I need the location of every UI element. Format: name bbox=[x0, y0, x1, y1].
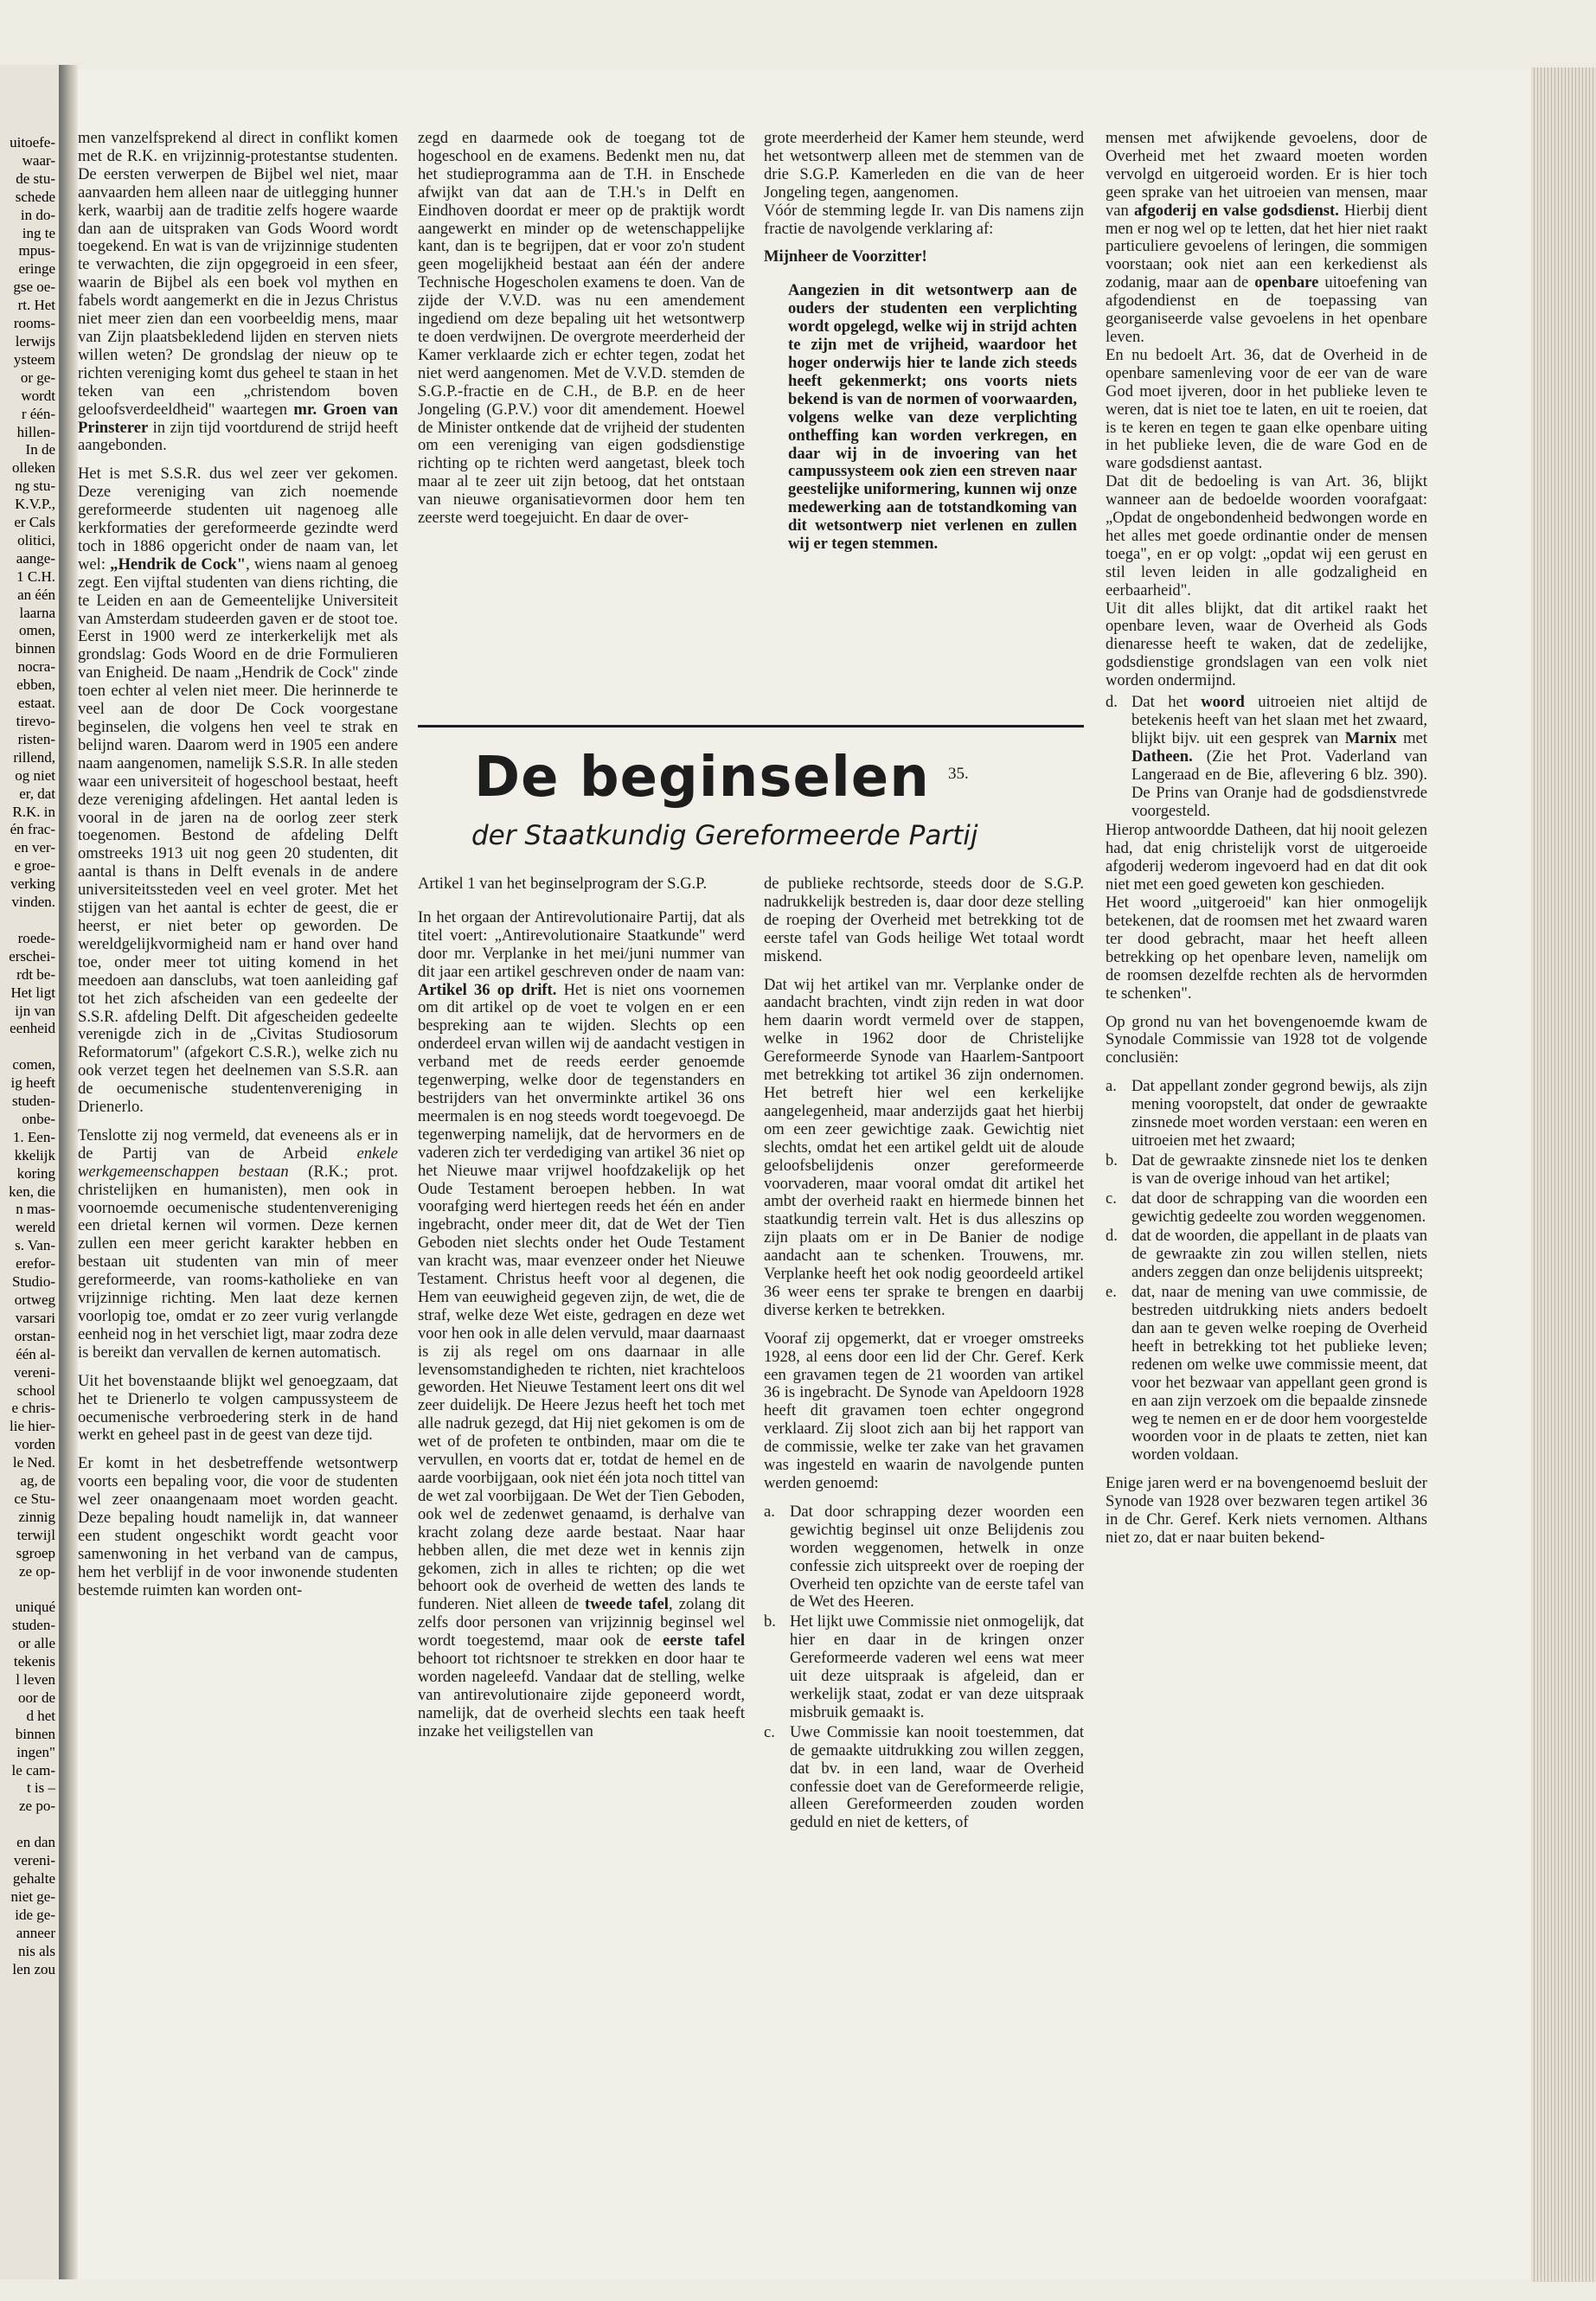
prev-page-line: le Ned. bbox=[12, 1454, 55, 1471]
column-4 bbox=[1106, 130, 1427, 1558]
paragraph: Dat dit de bedoeling is van Art. 36, blijkt wanneer aan de bedoelde woorden voorafgaat: „Opdat de ongebondenheid bedwongen worde en het alles met goede ordinantie onder de mensen toega", en er op volgt: „opdat wij een gerust en stil leven leiden in alle godzaligheid en eerbaarheid". bbox=[1106, 472, 1427, 599]
text: uitroeien niet altijd de betekenis heeft van het slaan met het zwaard, blijkt bijv. uit een gesprek van bbox=[1131, 693, 1427, 747]
prev-page-line: vereni- bbox=[13, 1852, 55, 1869]
list-item bbox=[1106, 694, 1427, 820]
prev-page-line: gse oe- bbox=[13, 279, 55, 296]
list-text: dat, naar de mening van uwe commissie, de bestreden uitdrukking niets anders bedoelt dan aan te geven welke roeping de Overheid heeft in betrekking tot het publieke leven; redenen om welke uwe commissie meent, dat voor het bezwaar van appellant geen grond is en aan zijn verzoek om die bepaalde zinsnede weg te nemen en er de door hem voorgestelde woorden voor in de plaats te zetten, niet kan worden voldaan. bbox=[1131, 1283, 1427, 1465]
prev-page-line: or ge- bbox=[20, 369, 55, 386]
text: Tenslotte zij nog vermeld, dat eveneens als er in de Partij van de Arbeid bbox=[78, 1125, 398, 1163]
prev-page-line: s. Van- bbox=[15, 1237, 55, 1254]
prev-page-line: varsari bbox=[15, 1309, 55, 1326]
section-rule bbox=[418, 725, 1084, 727]
bold-text: Datheen. bbox=[1131, 747, 1193, 766]
prev-page-line: ce Stu- bbox=[14, 1490, 55, 1507]
prev-page-line: e groe- bbox=[14, 857, 55, 875]
prev-page-line: ng stu- bbox=[15, 478, 55, 495]
bold-text: afgoderij en valse godsdienst. bbox=[1134, 201, 1339, 220]
prev-page-line: vereni- bbox=[13, 1363, 55, 1381]
text: uitoefening van afgodendienst en de toepassing van georganiseerde valse gevoelens in het openbare leven. bbox=[1106, 273, 1427, 346]
prev-page-line: ijn van bbox=[15, 1002, 55, 1019]
column-3-top bbox=[764, 130, 1084, 564]
bold-text: Artikel 36 op drift. bbox=[418, 980, 557, 999]
prev-page-line: ysteem bbox=[13, 350, 55, 368]
prev-page-line bbox=[0, 1816, 59, 1834]
prev-page-line: sgroep bbox=[16, 1544, 55, 1561]
page-number: 35. bbox=[948, 765, 969, 783]
prev-page-line: olleken bbox=[11, 459, 55, 477]
prev-page-line: ig heeft bbox=[10, 1074, 55, 1092]
commission-points-list bbox=[764, 1503, 1084, 1832]
prev-page-line: rdt be- bbox=[16, 965, 55, 983]
list-text: dat door de schrapping van die woorden een gewichtig gedeelte zou worden weggenomen. bbox=[1131, 1189, 1427, 1226]
prev-page-line bbox=[0, 912, 59, 930]
prev-page-line: en ver- bbox=[14, 839, 55, 856]
prev-page-line: ortweg bbox=[14, 1292, 55, 1308]
paragraph: Uit het bovenstaande blijkt wel genoegzaam, dat het te Drienerlo te volgen campussysteem de oecumenische verbroedering sterk in de hand werkt en geheel past in de geest van deze tijd. bbox=[78, 1371, 398, 1445]
prev-page-line: In de bbox=[25, 441, 55, 458]
prev-page-line: niet ge- bbox=[10, 1888, 55, 1905]
paragraph: Vóór de stemming legde Ir. van Dis namens zijn fractie de navolgende verklaring af: bbox=[764, 201, 1084, 238]
list-text: Uwe Commissie kan nooit toestemmen, dat de gemaakte uitdrukking zou willen zeggen, dat bv. in een land, waar de Overheid confessie doet van de Gereformeerde religie, alleen Gereformeerden zouden worden geduld en niet de ketters, of bbox=[790, 1722, 1084, 1832]
prev-page-line: erefor- bbox=[16, 1255, 55, 1272]
prev-page-line: le cam- bbox=[11, 1761, 55, 1779]
list-text: dat de woorden, die appellant in de plaats van de gewraakte zin zou willen stellen, niets anders zeggen dan onze belijdenis uitspreekt; bbox=[1131, 1227, 1427, 1282]
list-item bbox=[1106, 1078, 1427, 1150]
column-1 bbox=[78, 130, 398, 1611]
paragraph: Het woord „uitgeroeid" kan hier onmogelijk betekenen, dat de roomsen met het zwaard waren ter dood gebracht, maar het heeft alleen betrekking op het openbare leven, namelijk om de roomsen dezelfde rechten als de hervormden te schenken". bbox=[1106, 894, 1427, 1003]
salutation: Mijnheer de Voorzitter! bbox=[764, 247, 927, 266]
prev-page-line: aange- bbox=[16, 549, 55, 567]
list-label: b. bbox=[764, 1612, 776, 1631]
prev-page-line: og niet bbox=[15, 766, 55, 784]
prev-page-line: olitici, bbox=[17, 531, 55, 548]
prev-page-line: ken, die bbox=[9, 1183, 55, 1200]
prev-page-line: schede bbox=[15, 188, 55, 205]
italic-text: enkele werkgemeenschappen bestaan bbox=[78, 1144, 398, 1181]
prev-page-line: studen- bbox=[11, 1093, 55, 1110]
prev-page-line: omen, bbox=[18, 622, 55, 639]
text: Hierbij dient men er nog wel op te letten, dat het hier niet raakt particuliere gevoelens of leringen, die sommigen voorstaan; ook niet aan een kerkedienst als zodanig, maar aan de bbox=[1106, 201, 1427, 292]
prev-page-line: er Cals bbox=[14, 514, 55, 531]
prev-page-line: len zou bbox=[12, 1960, 55, 1977]
list-item bbox=[1106, 1190, 1427, 1227]
list-item bbox=[1106, 1152, 1427, 1189]
text: Het is met S.S.R. dus wel zeer ver gekomen. Deze vereniging van zich noemende gereformeerde studenten uit nagenoeg alle kerkformaties der gereformeerde gezindte werd toch in 1886 opgericht onder de naam van, let wel: bbox=[78, 465, 398, 574]
prev-page-line: waar- bbox=[22, 151, 55, 169]
prev-page-line: één al- bbox=[16, 1345, 55, 1362]
bold-text: woord bbox=[1201, 693, 1245, 712]
prev-page-line: 1. Een- bbox=[12, 1128, 55, 1145]
article-intro: Artikel 1 van het beginselprogram der S.G.P. bbox=[418, 875, 708, 893]
list-item bbox=[1106, 1227, 1427, 1282]
prev-page-line: studen- bbox=[11, 1617, 55, 1634]
paragraph: Vooraf zij opgemerkt, dat er vroeger omstreeks 1928, al eens door een lid der Chr. Geref. Kerk een gravamen tegen de 21 woorden van artikel 36 is ingebracht. De Synode van Apeldoorn 1928 heeft dit gravamen toen echter ongegrond verklaard. Zij sloot zich aan bij het rapport van de commissie, welke ter zake van het gravamen was ingesteld en waarin de navolgende punten werden genoemd: bbox=[764, 1329, 1084, 1492]
prev-page-line: binnen bbox=[15, 640, 55, 657]
prev-page-line: wereld bbox=[15, 1219, 55, 1236]
prev-page-line: risten- bbox=[17, 730, 55, 747]
prev-page-line: verking bbox=[10, 875, 55, 893]
prev-page-line: wordt bbox=[21, 387, 55, 404]
text: , wiens naam al genoeg zegt. Een vijftal studenten van diens richting, die te Leiden en aan de Gemeentelijke Universiteit van Amsterdam studeerden gaven er de stoot toe. Eerst in 1900 werd ze interkerkelijk met als grondslag: Gods Woord en de drie Formulieren van Enigheid. De naam „Hendrik de Cock" zinde toen echter al velen niet meer. Die herinnerde te veel aan de door De Cock voorgestane beginselen, die volgens hen veel te strak en belijnd waren. Daarom werd in 1905 een andere naam aangenomen, namelijk S.S.R. In alle steden waar een universiteit of hogeschool bestaat, heeft deze vereniging afdelingen. Het aantal leden is vooral in de jaren na de oorlog zeer sterk toegenomen. Bestond de afdeling Delft omstreeks 1913 uit nog geen 20 studenten, dit aantal is thans in Delft evenals in de andere universiteitssteden veel en veel groter. Met het stijgen van het aantal is echter de geest, die er heerst, er niet beter op geworden. De wereldgelijkvormigheid nam er hand over hand toe, onder meer tot uiting komend in het meedoen aan dansclubs, wat toen aanleiding gaf tot het zich afscheiden van een gedeelte der S.S.R. afdeling Delft. Dit afgescheiden gedeelte verenigde zich in de „Civitas Studiosorum Reformatorum" (afgekort C.S.R.), welke zich nu ook verzet tegen het deelnemen van S.S.R. aan de oecumenische studentenvereniging in Drienerlo. bbox=[78, 554, 398, 1117]
prev-page-line: hillen- bbox=[16, 423, 55, 440]
paragraph: grote meerderheid der Kamer hem steunde, werd het wetsontwerp alleen met de stemmen van de drie S.G.P. Kamerleden en die van de heer Jongeling tegen, aangenomen. bbox=[764, 129, 1084, 202]
list-item bbox=[1106, 1284, 1427, 1465]
prev-page-line: K.V.P., bbox=[15, 496, 55, 513]
text: behoort tot richtsnoer te strekken en door haar te worden nageleefd. Vandaar dat de stelling, welke van antirevolutionaire zijde geponeerd wordt, namelijk, dat de overheid slechts een taak heeft inzake het veiligstellen van bbox=[418, 1650, 745, 1740]
list-label: c. bbox=[1106, 1189, 1117, 1208]
paragraph: Dat wij het artikel van mr. Verplanke onder de aandacht brachten, vindt zijn reden in wat door hem daarin wordt vermeld over de stappen, welke in 1962 door de Christelijke Gereformeerde Synode van Haarlem-Santpoort met betrekking tot artikel 36 zijn ondernomen. Het betreft hier wel een kerkelijke aangelegenheid, maar anderzijds gaat het hierbij om een zeer gewichtige zaak. Gewichtig niet slechts, omdat het een artikel geldt uit de aloude geloofsbelijdenis onzer gereformeerde voorvaderen, maar vooral omdat dit artikel het ambt der overheid raakt en hiermede binnen het staatkundig terrein valt. Het is dus alleszins op zijn plaats om er in De Banier de nodige aandacht aan te schenken. Trouwens, mr. Verplanke heeft het ook nodig geoordeeld artikel 36 weer eens ter sprake te brengen en daarbij diverse kerken te betrekken. bbox=[764, 975, 1084, 1319]
prev-page-line: nocra- bbox=[17, 658, 55, 676]
prev-page-line: Studio- bbox=[11, 1273, 55, 1291]
text: men vanzelfsprekend al direct in conflikt komen met de R.K. en vrijzinnig-protestantse studenten. De eersten verwerpen de Bijbel wel niet, maar aanvaarden hem alleen naar de uitlegging hunner kerk, waarbij aan de traditie zelfs hogere waarde dan aan de uitspraken van Gods Woord wordt toegekend. En wat is van de vrijzinnige studenten te verwachten, die zijn opgegroeid in een sfeer, waarin de Bijbel als een boek vol mythen en fabels wordt aangemerkt en die in Jezus Christus niet meer zien dan een voorbeeldig mens, maar van Zijn plaatsbekledend lijden en sterven niets willen weten? De grondslag der nieuw op te richten vereniging komt dus geheel te staan in het teken van een „christendom boven geloofsverdeeldheid" waartegen bbox=[78, 129, 398, 419]
prev-page-line: in do- bbox=[20, 206, 55, 223]
list-item bbox=[764, 1613, 1084, 1721]
list-label: d. bbox=[1106, 1227, 1118, 1246]
prev-page-line: uniqué bbox=[15, 1599, 55, 1616]
paragraph bbox=[78, 465, 398, 1117]
declaration-quote: Aangezien in dit wetsontwerp aan de ouders der studenten een verplichting wordt opgelegd, welke wij in strijd achten te zijn met de vrijheid, waardoor het hoger onderwijs hier te lande zich steeds heeft gekenmerkt; ons voorts niets bekend is van de normen of voorwaarden, volgens welke van deze verplichting ontheffing kan worden verkregen, en daar wij in de invoering van het campussysteem ook zien een streven naar geestelijke uniformering, kunnen wij onze medewerking aan de totstandkoming van dit wetsontwerp niet verlenen en zullen wij er tegen stemmen. bbox=[788, 281, 1077, 554]
article-column-1 bbox=[418, 875, 745, 1752]
prev-page-line: laarna bbox=[19, 604, 55, 621]
paragraph bbox=[78, 130, 398, 455]
paragraph: Hierop antwoordde Datheen, dat hij nooit gelezen had, dat enig christelijk vorst de uitgeroeide afgoderij wederom ingevoerd had en dat dit ook niet met een goed geweten kon geschieden. bbox=[1106, 821, 1427, 894]
prev-page-line: tirevo- bbox=[16, 713, 55, 729]
article-column-2 bbox=[764, 875, 1084, 1843]
prev-page-line bbox=[0, 1038, 59, 1056]
prev-page-line: lerwijs bbox=[15, 332, 55, 349]
prev-page-line: ide ge- bbox=[15, 1906, 55, 1923]
bold-text: openbare bbox=[1254, 273, 1319, 292]
text: mensen met afwijkende gevoelens, door de Overheid met het zwaard moeten worden vervolgd en uitgeroeid worden. Er is hier toch geen sprake van het uitroeien van mensen, maar van bbox=[1106, 129, 1427, 220]
list-text: Dat appellant zonder gegrond bewijs, als zijn mening vooropstelt, dat onder de gewraakte zinsnede moet worden verstaan: een weren en uitroeien met het zwaard; bbox=[1131, 1077, 1427, 1150]
list-label: a. bbox=[1106, 1077, 1117, 1096]
prev-page-line: orstan- bbox=[14, 1327, 55, 1344]
prev-page-line: l leven bbox=[16, 1671, 55, 1689]
list-label: b. bbox=[1106, 1150, 1118, 1170]
article-title: De beginselen bbox=[474, 746, 930, 810]
bold-text: eerste tafel bbox=[662, 1631, 745, 1650]
prev-page-line: gehalte bbox=[12, 1870, 55, 1887]
prev-page-line: estaat. bbox=[18, 695, 55, 712]
paragraph: zegd en daarmede ook de toegang tot de hogeschool en de examens. Bedenkt men nu, dat het studieprogramma aan de T.H. in Enschede afwijkt van dat aan de T.H.'s in Delft en Eindhoven doordat er meer op de praktijk wordt aangewerkt en minder op de wetenschappelijke kant, dan is te begrijpen, dat er voor zo'n student geen mogelijkheid bestaat aan één der andere Technische Hogescholen examens te doen. Van de zijde der V.V.D. was nu een amendement ingediend om deze bepaling uit het wetsontwerp te doen verdwijnen. De overgrote meerderheid der Kamer verklaarde zich er echter tegen, zodat het niet werd aangenomen. Met de V.V.D. stemden de S.G.P.-fractie en de C.H., de B.P. en de heer Jongeling (G.P.V.) voor dit amendement. Hoewel de Minister ontkende dat de vrijheid der studenten om een vereniging van eigen godsdienstige richting op te richten werd aangetast, bleek toch maar al te zeer uit zijn betoog, dat het ontstaan van nieuwe organisatievormen door hem ten zeerste werd toegejuicht. En daar de over- bbox=[418, 129, 745, 528]
text: Dat het bbox=[1131, 693, 1188, 712]
paragraph bbox=[418, 909, 745, 1741]
text: (R.K.; prot. christelijken en humanisten), men ook in voornoemde oecumenische studentenvereniging een drietal kernen wil vormen. Deze kernen zullen een meer gericht karakter hebben en bestaan uit studenten van min of meer gereformeerde, van rooms-katholieke en van vrijzinnige richting. Men laat deze kernen voorlopig toe, omdat er zo zeer vurig verlangde eenheid nog in het verschiet ligt, maar zodra deze is bereikt dan vervallen de kernen automatisch. bbox=[78, 1162, 399, 1362]
bold-text: tweede tafel bbox=[585, 1595, 669, 1614]
name-bold: mr. Groen van Prinsterer bbox=[78, 400, 398, 437]
conclusions-list bbox=[1106, 1078, 1427, 1465]
list-label: e. bbox=[1106, 1283, 1117, 1302]
prev-page-line: erschei- bbox=[9, 947, 55, 965]
prev-page-line: tekenis bbox=[13, 1653, 55, 1670]
list-label: c. bbox=[764, 1722, 775, 1741]
prev-page-line: en dan bbox=[16, 1834, 55, 1851]
prev-page-line: or alle bbox=[18, 1635, 55, 1652]
list-text: Het lijkt uwe Commissie niet onmogelijk, dat hier en daar in de kringen onzer Gereformeerde vaderen wel eens wat meer uit deze uitspraak is afgeleid, dan er werkelijk staat, zodat er van deze uitspraak misbruik gemaakt is. bbox=[790, 1612, 1084, 1721]
prev-page-line: school bbox=[16, 1381, 55, 1399]
list-label: a. bbox=[764, 1502, 775, 1521]
prev-page-line: comen, bbox=[12, 1056, 55, 1074]
list-text: Dat door schrapping dezer woorden een gewichtig beginsel uit onze Belijdenis zou worden weggenomen, hetwelk in onze confessie zich uitspreekt over de roeping der Overheid ten opzichte van de eerste tafel van de Wet des Heeren. bbox=[790, 1502, 1084, 1612]
prev-page-line bbox=[0, 1581, 59, 1599]
list-item bbox=[764, 1503, 1084, 1612]
prev-page-line: nis als bbox=[18, 1942, 55, 1959]
prev-page-line: binnen bbox=[15, 1725, 55, 1742]
prev-page-line: lie hier- bbox=[10, 1418, 55, 1435]
prev-page-line: uitoefe- bbox=[10, 134, 55, 151]
prev-page-line: oor de bbox=[18, 1689, 55, 1706]
prev-page-line: 1 C.H. bbox=[16, 567, 55, 585]
prev-page-line: r één- bbox=[21, 405, 55, 422]
prev-page-line: ing te bbox=[22, 224, 55, 241]
prev-page-line: ze op- bbox=[18, 1562, 55, 1580]
prev-page-line: rillend, bbox=[13, 748, 55, 766]
name-bold: „Hendrik de Cock" bbox=[110, 554, 247, 574]
page-edges bbox=[1531, 67, 1596, 2282]
text: in zijn tijd voortdurend de strijd heeft aangebonden. bbox=[78, 418, 398, 455]
paragraph bbox=[1106, 130, 1427, 347]
prev-page-line: anneer bbox=[16, 1924, 55, 1941]
prev-page-line: d het bbox=[26, 1707, 55, 1724]
prev-page-line: vinden. bbox=[11, 894, 55, 911]
prev-page-line: kkelijk bbox=[14, 1146, 55, 1163]
text: (Zie het Prot. Vaderland van Langeraad en de Bie, aflevering 6 blz. 390). De Prins van Oranje had de godsdienstvrede voorgesteld. bbox=[1131, 747, 1427, 820]
prev-page-line: n mas- bbox=[16, 1201, 55, 1218]
bold-text: Marnix bbox=[1344, 728, 1397, 747]
list-label: d. bbox=[1106, 693, 1118, 712]
prev-page-line: er, dat bbox=[19, 785, 55, 802]
paragraph: En nu bedoelt Art. 36, dat de Overheid in de openbare samenleving voor de eer van de ware God moet ijveren, door in het publieke leven te weren, dat is niet toe te laten, en uit te roeien, dat is te keren en tegen te gaan elke openbare uiting in het publieke leven, die de ware God en de ware godsdienst aantast. bbox=[1106, 345, 1427, 473]
paragraph bbox=[78, 1127, 398, 1362]
text: , zolang dit zelfs door personen van vrijzinnig beginsel wel wordt toegestemd, maar ook de bbox=[418, 1595, 745, 1650]
prev-page-line: R.K. in bbox=[12, 803, 55, 820]
prev-page-line: rooms- bbox=[13, 315, 55, 332]
prev-page-line: roede- bbox=[17, 929, 55, 946]
prev-page-line: eenheid bbox=[10, 1020, 55, 1037]
prev-page-line: zinnig bbox=[18, 1508, 55, 1525]
article-subtitle: der Staatkundig Gereformeerde Partij bbox=[471, 820, 978, 851]
prev-page-line: én frac- bbox=[10, 821, 55, 838]
prev-page-line: onbe- bbox=[22, 1110, 55, 1127]
prev-page-line: Het ligt bbox=[10, 984, 55, 1001]
prev-page-line: rt. Het bbox=[17, 297, 55, 314]
book-gutter bbox=[59, 65, 78, 2279]
prev-page-line: t is – bbox=[26, 1779, 55, 1797]
list-text: Dat de gewraakte zinsnede niet los te denken is van de overige inhoud van het artikel; bbox=[1131, 1150, 1427, 1188]
paragraph: Enige jaren werd er na bovengenoemd besluit der Synode van 1928 over bezwaren tegen artikel 36 in de Chr. Geref. Kerk niets vernomen. Althans niet zo, dat er naar buiten bekend- bbox=[1106, 1474, 1427, 1547]
prev-page-line: ingen" bbox=[16, 1743, 55, 1760]
previous-page-fragment bbox=[0, 65, 61, 2279]
prev-page-line: de stu- bbox=[16, 170, 55, 187]
paragraph: Er komt in het desbetreffende wetsontwerp voorts een bepaling voor, die voor de studenten wel zeer onaangenaam moet worden geacht. Deze bepaling houdt namelijk in, dat wanneer een student ongeschikt wordt geacht voor samenwoning in het verband van de campus, hem het verblijf in de voor inwonende studenten bestemde ruimten kan worden ont- bbox=[78, 1454, 398, 1599]
text: Het is niet ons voornemen om dit artikel op de voet te volgen en er een bespreking aan te wijden. Slechts op een onderdeel ervan willen wij de aandacht vestigen in verband met de reeds eerder genoemde tegenwerping, welke door de tegenstanders en bestrijders van het onverminkte artikel 36 ons meermalen is en nog steeds wordt toegevoegd. De tegenwerping namelijk, dat de hervormers en de vaderen zich ter verdediging van artikel 36 niet op het Nieuwe maar vrijwel hoofdzakelijk op het Oude Testament beroepen hebben. In wat voorafging werd hiertegen reeds het één en ander ingebracht, onder meer dit, dat de Wet der Tien Geboden niet slechts onder het Oude Testament van kracht was, maar evenzeer onder het Nieuwe Testament. Christus heeft voor al degenen, die Hem van eeuwigheid gegeven zijn, de wet, die de straf, welke deze Wet eiste, gedragen en deze wet voor hen ook in alle delen vervuld, maar daarnaast is zij als regel om ons daarnaar in alle levensomstandigheden te richten, niet krachteloos geworden. Het Nieuwe Testament leert ons dit wel zeer duidelijk. De Heere Jezus heeft het toch met alle nadruk gezegd, dat Hij niet gekomen is om de wet of de profeten te ontbinden, maar om die te vervullen, en voorts dat er, totdat de hemel en de aarde voorbijgaan, ook niet één jota noch tittel van de wet zal voorbijgaan. De Wet der Tien Geboden, ook wel de zedenwet genaamd, is derhalve van kracht zolang deze aarde bestaat. Naar haar hebben allen, die met deze wet in kennis zijn gekomen, zich in alles te richten; op die wet behoort ook de overheid de wetten des lands te funderen. Niet alleen de bbox=[418, 980, 745, 1614]
prev-page-line: mpus- bbox=[18, 242, 55, 260]
prev-page-line: koring bbox=[16, 1164, 55, 1182]
prev-page-line: vorden bbox=[14, 1436, 55, 1453]
prev-page-line: ebben, bbox=[16, 676, 55, 694]
text: In het orgaan der Antirevolutionaire Partij, dat als titel voert: „Antirevolutionaire Staatkunde" werd door mr. Verplanke in het mei/juni nummer van dit jaar een artikel geschreven onder de naam van: bbox=[418, 907, 745, 981]
prev-page-line: an één bbox=[17, 586, 55, 603]
prev-page-line: eringe bbox=[18, 260, 55, 278]
paragraph: de publieke rechtsorde, steeds door de S.G.P. nadrukkelijk bestreden is, daar door deze stelling de roeping der Overheid met betrekking tot de eerste tafel van Gods heilige Wet totaal wordt miskend. bbox=[764, 875, 1084, 965]
item-d bbox=[1106, 694, 1427, 820]
paragraph: Op grond nu van het bovengenoemde kwam de Synodale Commissie van 1928 tot de volgende conclusiën: bbox=[1106, 1012, 1427, 1067]
paragraph: Uit dit alles blijkt, dat dit artikel raakt het openbare leven, waar de Overheid als Gods dienaresse heeft te waken, dat de zedelijke, godsdienstige grondslagen van een volk niet worden ondermijnd. bbox=[1106, 599, 1427, 690]
list-item bbox=[764, 1724, 1084, 1832]
prev-page-line: ag, de bbox=[20, 1472, 55, 1490]
prev-page-line: ze po- bbox=[18, 1798, 55, 1815]
prev-page-line: terwijl bbox=[16, 1526, 55, 1543]
column-2-top bbox=[418, 130, 745, 538]
text: met bbox=[1403, 728, 1427, 747]
prev-page-line: e chris- bbox=[11, 1400, 55, 1417]
